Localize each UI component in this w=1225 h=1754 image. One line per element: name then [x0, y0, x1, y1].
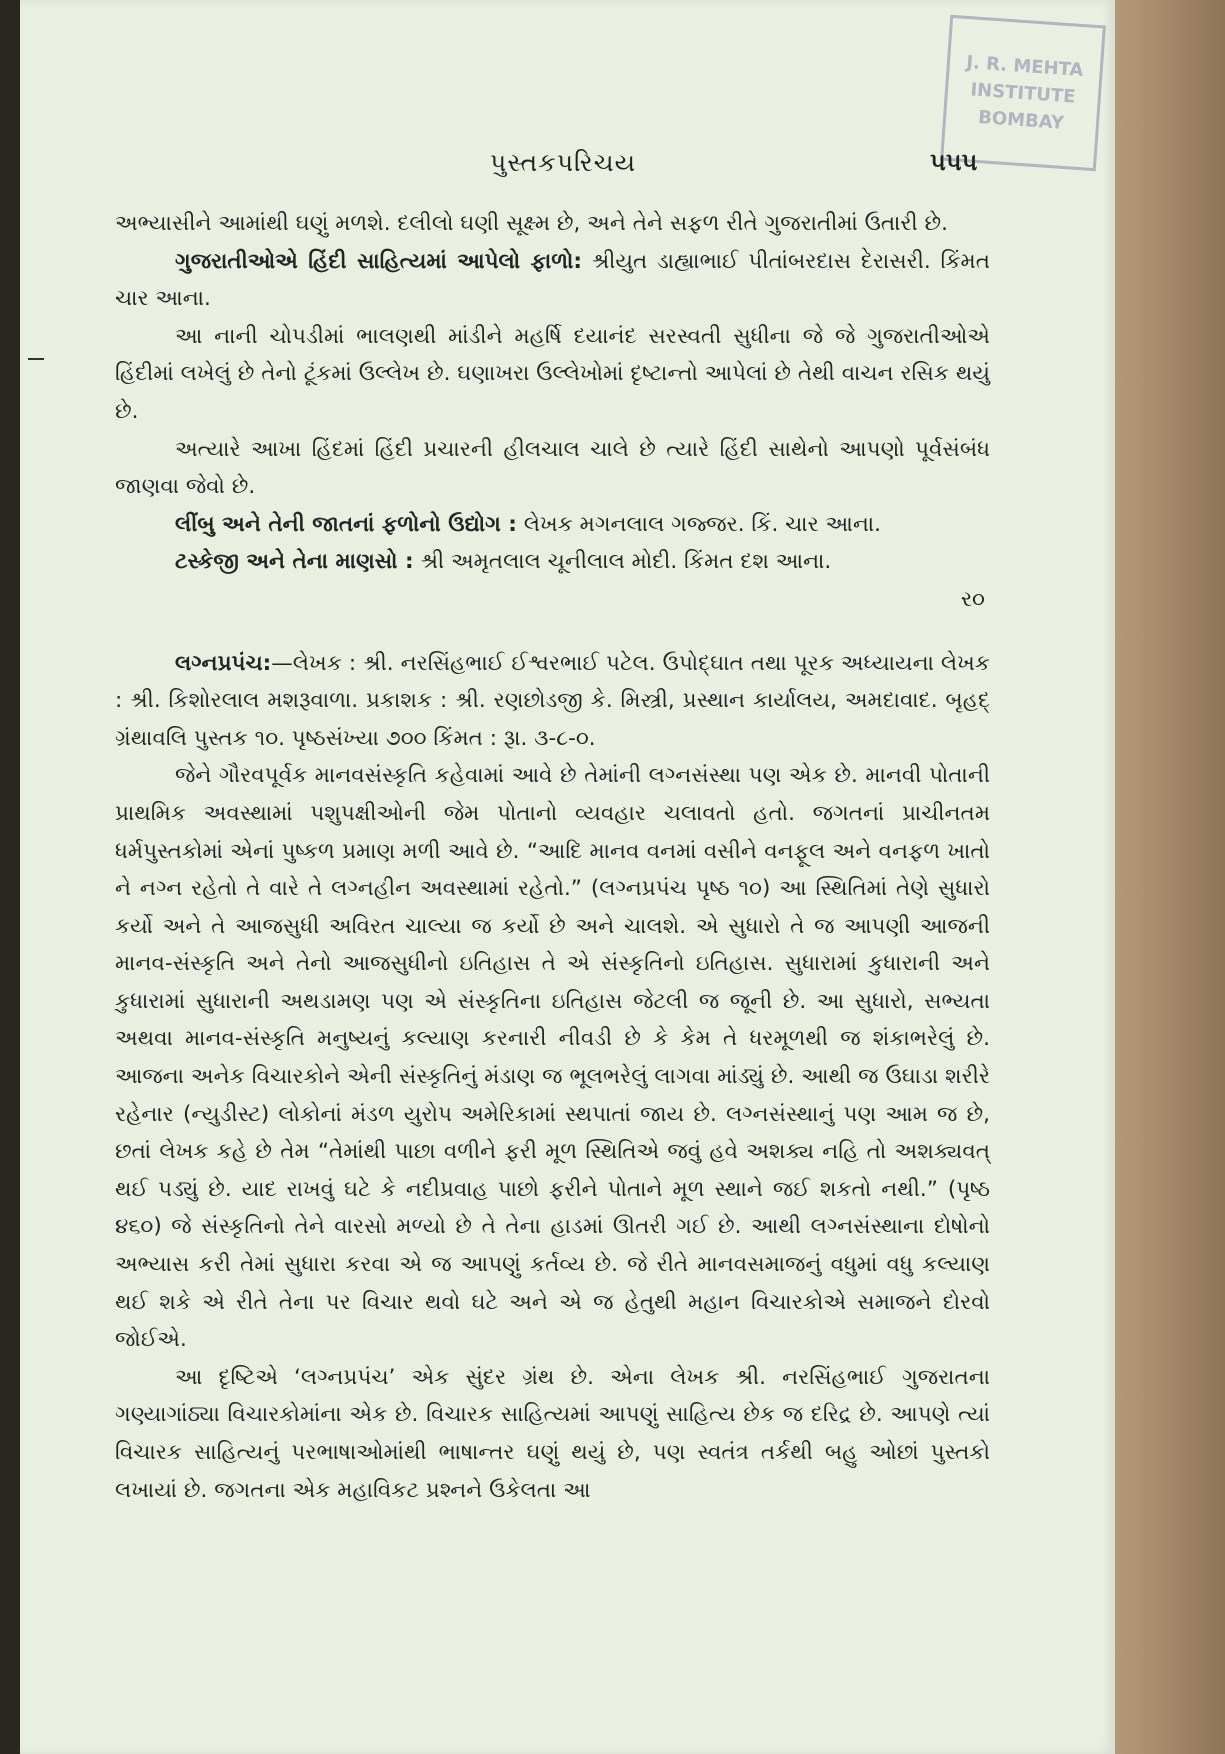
page-number: ૫૫૫ [930, 148, 978, 176]
review-entry [115, 243, 990, 318]
book-details: —લેખક : શ્રી. નરસિંહભાઈ ઈશ્વરભાઈ પટેલ. ઉપોદ્ઘાત તથા પૂરક અધ્યાયના લેખક : શ્રી. કિશોરલાલ મશરૂવાળા. પ્રકાશક : શ્રી. રણછોડજી કે. મિસ્ત્રી, પ્રસ્થાન કાર્યાલય, અમદાવાદ. બૃહદ્ ગ્રંથાવલિ પુસ્તક ૧૦. પૃષ્ઠસંખ્યા ૭૦૦ કિંમત : રૂા. ૩-૮-૦. [115, 650, 990, 751]
book-title: ગુજરાતીઓએ હિંદી સાહિત્યમાં આપેલો ફાળો: [175, 248, 582, 274]
paragraph: જેને ગૌરવપૂર્વક માનવસંસ્કૃતિ કહેવામાં આવે છે તેમાંની લગ્નસંસ્થા પણ એક છે. માનવી પોતાની પ્રાથમિક અવસ્થામાં પશુપક્ષીઓની જેમ પોતાનો વ્યવહાર ચલાવતો હતો. જગતનાં પ્રાચીનતમ ધર્મપુસ્તકોમાં એનાં પુષ્કળ પ્રમાણ મળી આવે છે. “આદિ માનવ વનમાં વસીને વનફૂલ અને વનફળ ખાતો ને નગ્ન રહેતો તે વારે તે લગ્નહીન અવસ્થામાં રહેતો.” (લગ્નપ્રપંચ પૃષ્ઠ ૧૦) આ સ્થિતિમાં તેણે સુધારો કર્યો અને તે આજસુધી અવિરત ચાલ્યા જ કર્યો છે અને ચાલશે. એ સુધારો તે જ આપણી આજની માનવ-સંસ્કૃતિ અને તેનો આજસુધીનો ઇતિહાસ તે એ સંસ્કૃતિનો ઇતિહાસ. સુધારામાં કુધારાની અને કુધારામાં સુધારાની અથડામણ પણ એ સંસ્કૃતિના ઇતિહાસ જેટલી જ જૂની છે. આ સુધારો, સભ્યતા અથવા માનવ-સંસ્કૃતિ મનુષ્યનું કલ્યાણ કરનારી નીવડી છે કે કેમ તે ધરમૂળથી જ શંકાભરેલું છે. આજના અનેક વિચારકોને એની સંસ્કૃતિનું મંડાણ જ ભૂલભરેલું લાગવા માંડ્યું છે. આથી જ ઉઘાડા શરીરે રહેનાર (ન્યુડીસ્ટ) લોકોનાં મંડળ યુરોપ અમેરિકામાં સ્થપાતાં જાય છે. લગ્નસંસ્થાનું પણ આમ જ છે, છતાં લેખક કહે છે તેમ “તેમાંથી પાછા વળીને ફરી મૂળ સ્થિતિએ જવું હવે અશક્ય નહિ તો અશક્યવત્ થઈ પડ્યું છે. યાદ રાખવું ઘટે કે નદીપ્રવાહ પાછો ફરીને પોતાને મૂળ સ્થાને જઈ શકતો નથી.” (પૃષ્ઠ ૪૬૦) જે સંસ્કૃતિનો તેને વારસો મળ્યો છે તે તેના હાડમાં ઊતરી ગઈ છે. આથી લગ્નસંસ્થાના દોષોનો અભ્યાસ કરી તેમાં સુધારા કરવા એ જ આપણું કર્તવ્ય છે. જે રીતે માનવસમાજનું વધુમાં વધુ કલ્યાણ થઈ શકે એ રીતે તેના પર વિચાર થવો ઘટે અને એ જ હેતુથી મહાન વિચારકોએ સમાજને દોરવો જોઈએ. [115, 763, 990, 1353]
book-title: ટસ્કેજી અને તેના માણસો : [175, 549, 414, 575]
book-details: શ્રીયુત ડાહ્યાભાઈ પીતાંબરદાસ દેરાસરી. કિંમત ચાર આના. [115, 248, 990, 312]
reviewer-signature: ર૦ [960, 586, 985, 612]
paragraph: અત્યારે આખા હિંદમાં હિંદી પ્રચારની હીલચાલ ચાલે છે ત્યારે હિંદી સાથેનો આપણો પૂર્વસંબંધ જાણવા જેવો છે. [115, 436, 990, 500]
margin-mark [28, 358, 44, 360]
stamp-line-2: INSTITUTE [969, 78, 1077, 108]
review-entry [115, 506, 990, 544]
book-details: લેખક મગનલાલ ગજ્જર. કિં. ચાર આના. [516, 511, 881, 537]
running-head: પુસ્તકપરિચય [490, 148, 637, 177]
book-page [20, 0, 1115, 1754]
paragraph: આ દૃષ્ટિએ ‘લગ્નપ્રપંચ’ એક સુંદર ગ્રંથ છે. એના લેખક શ્રી. નરસિંહભાઈ ગુજરાતના ગણ્યાગાંઠ્યા વિચારકોમાંના એક છે. વિચારક સાહિત્યમાં આપણું સાહિત્ય છેક જ દરિદ્ર છે. આપણે ત્યાં વિચારક સાહિત્યનું પરભાષાઓમાંથી ભાષાન્તર ઘણું થયું છે, પણ સ્વતંત્ર તર્કથી બહુ ઓછાં પુસ્તકો લખાયાં છે. જગતના એક મહાવિકટ પ્રશ્નને ઉકેલતા આ [115, 1364, 990, 1503]
stamp-line-1: J. R. MEHTA [965, 51, 1085, 81]
paragraph: અભ્યાસીને આમાંથી ઘણું મળશે. દલીલો ઘણી સૂક્ષ્મ છે, અને તેને સફળ રીતે ગુજરાતીમાં ઉતારી છે. [115, 211, 948, 236]
stamp-line-3: BOMBAY [977, 106, 1065, 134]
book-title: લીંબુ અને તેની જાતનાં ફળોનો ઉદ્યોગ : [175, 511, 517, 537]
book-title: લગ્નપ્રપંચ: [175, 650, 272, 676]
section-gap [115, 619, 990, 645]
review-entry [115, 645, 990, 758]
book-edge [1108, 0, 1225, 1754]
page-body [115, 205, 990, 1509]
book-details: શ્રી અમૃતલાલ ચૂનીલાલ મોદી. કિંમત દશ આના. [413, 549, 832, 575]
paragraph: આ નાની ચોપડીમાં ભાલણથી માંડીને મહર્ષિ દયાનંદ સરસ્વતી સુધીના જે જે ગુજરાતીઓએ હિંદીમાં લખેલું છે તેનો ટૂંકમાં ઉલ્લેખ છે. ઘણાખરા ઉલ્લેખોમાં દૃષ્ટાન્તો આપેલાં છે તેથી વાચન રસિક થયું છે. [115, 323, 990, 424]
review-entry [115, 543, 990, 581]
